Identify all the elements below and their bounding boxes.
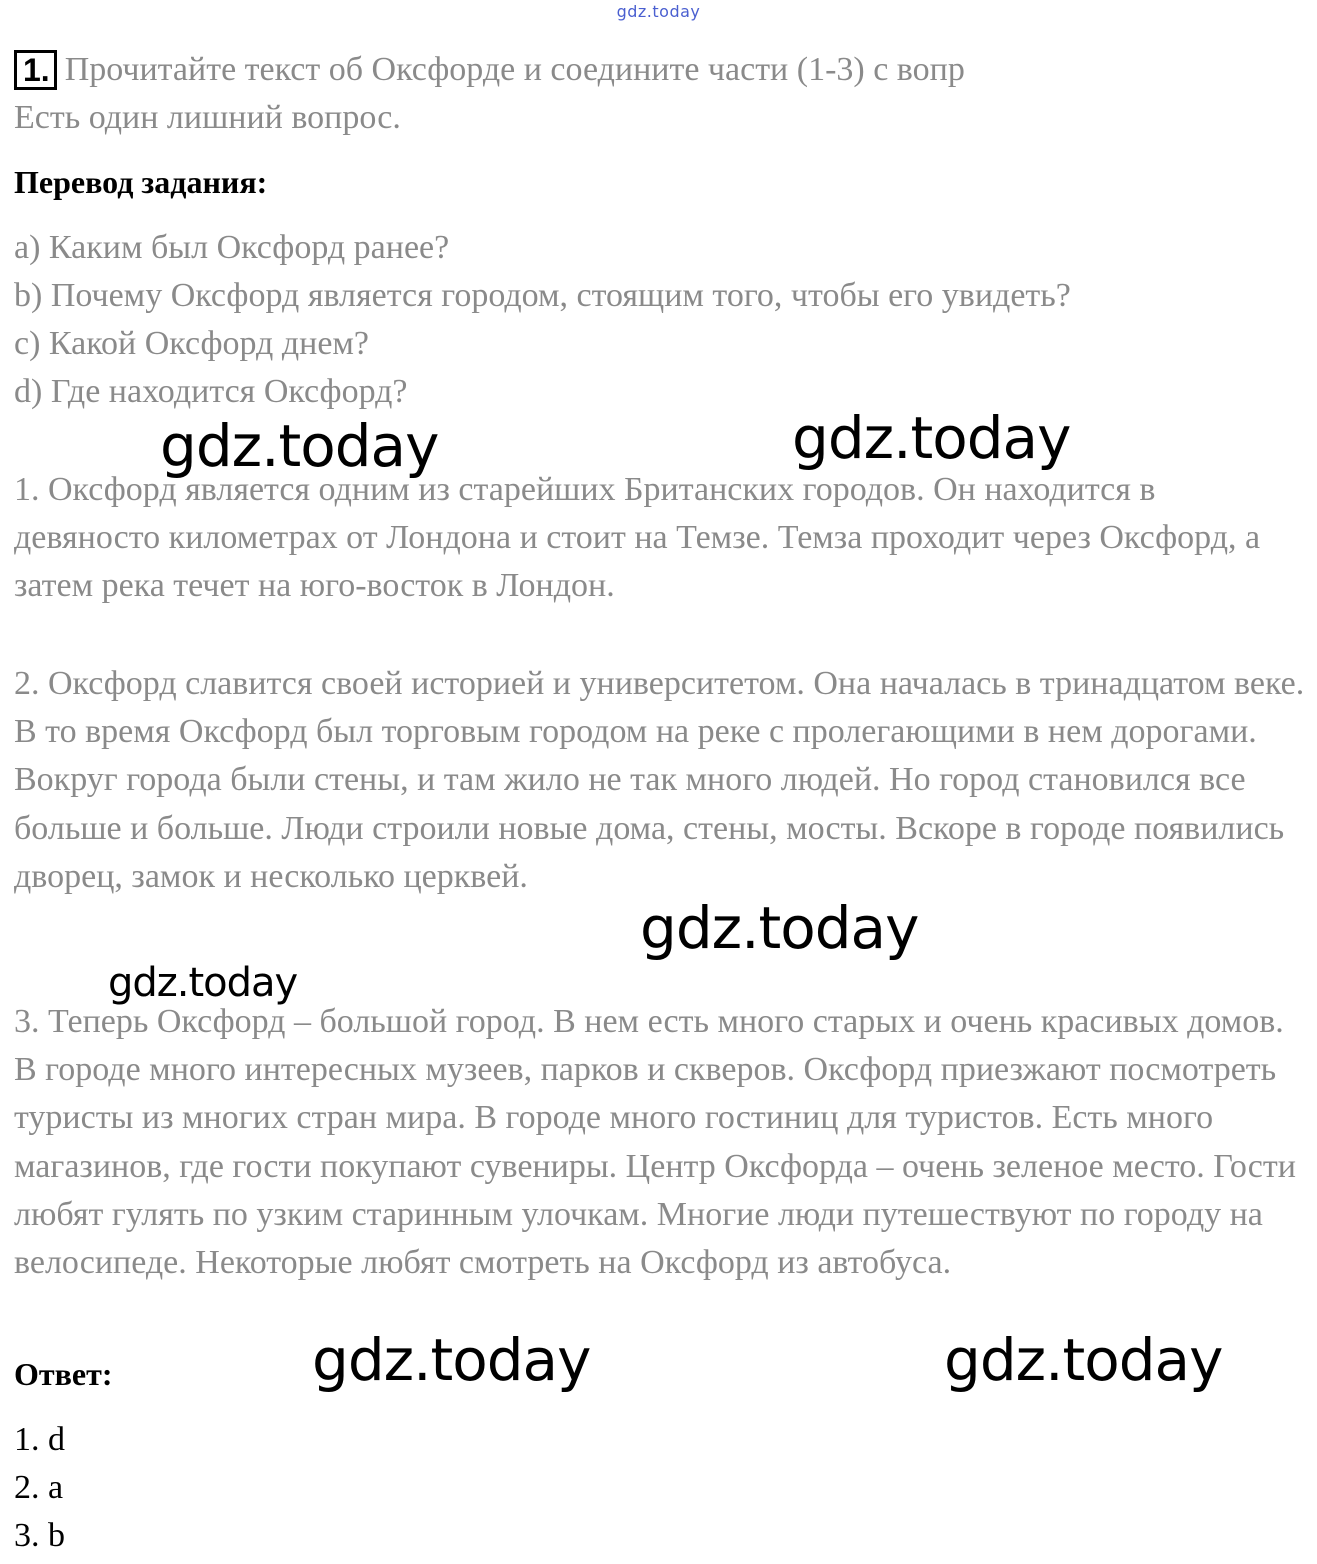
task-number: 1. [14, 50, 57, 90]
answer-heading: Ответ: [14, 1356, 113, 1392]
question-c: c) Какой Оксфорд днем? [14, 325, 370, 362]
paragraph-1: 1. Оксфорд является одним из старейших Британских городов. Он находится в девяносто километрах от Лондона и стоит на Темзе. Темза проходит через Оксфорд, а затем река течет на юго-восток в Лондон. [14, 471, 1261, 605]
answer-3: 3. b [14, 1517, 65, 1554]
task-instruction-line2: Есть один лишний вопрос. [14, 99, 401, 136]
question-d: d) Где находится Оксфорд? [14, 373, 408, 410]
translation-heading: Перевод задания: [14, 164, 268, 200]
paragraph-2: 2. Оксфорд славится своей историей и университетом. Она началась в тринадцатом веке. В то время Оксфорд был торговым городом на реке с пролегающими в нем дорогами. Вокруг города были стены, и там жило не так много людей. Но город становился все больше и больше. Люди строили новые дома, стены, мосты. Вскоре в городе появились дворец, замок и несколько церквей. [14, 665, 1305, 895]
watermark: gdz.today [160, 412, 439, 480]
answer-1: 1. d [14, 1421, 65, 1458]
task-instruction-line1: Прочитайте текст об Оксфорде и соедините части (1-3) с вопр [64, 51, 965, 88]
watermark: gdz.today [792, 404, 1071, 472]
task-header [14, 50, 1095, 90]
paragraph-3: 3. Теперь Оксфорд – большой город. В нем есть много старых и очень красивых домов. В городе много интересных музеев, парков и скверов. Оксфорд приезжают посмотреть туристы из многих стран мира. В городе много гостиниц для туристов. Есть много магазинов, где гости покупают сувениры. Центр Оксфорда – очень зеленое место. Гости любят гулять по узким старинным улочкам. Многие люди путешествуют по городу на велосипеде. Некоторые любят смотреть на Оксфорд из автобуса. [14, 1003, 1296, 1282]
answer-2: 2. a [14, 1469, 64, 1506]
watermark: gdz.today [312, 1326, 591, 1394]
top-watermark: gdz.today [616, 2, 701, 21]
question-b: b) Почему Оксфорд является городом, стоящим того, чтобы его увидеть? [14, 277, 1071, 314]
question-a: a) Каким был Оксфорд ранее? [14, 229, 450, 266]
watermark: gdz.today [108, 960, 298, 1006]
watermark: gdz.today [944, 1326, 1223, 1394]
watermark: gdz.today [640, 894, 919, 962]
